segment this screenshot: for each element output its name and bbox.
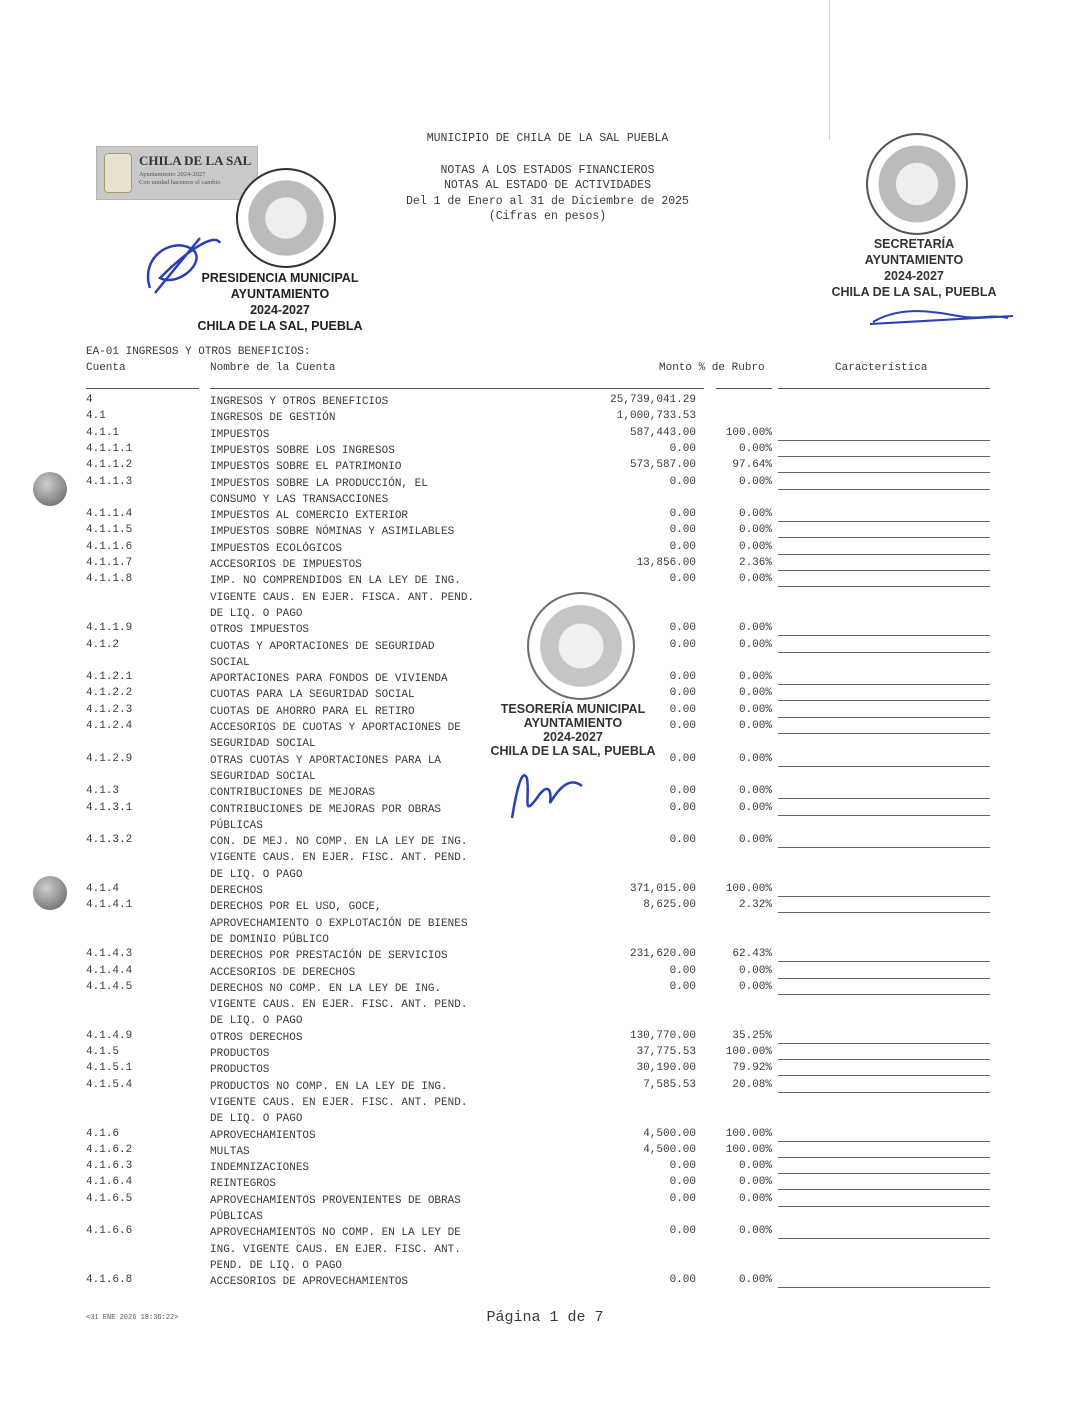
- account-code: 4.1.1.8: [86, 573, 133, 586]
- account-name: [210, 443, 395, 459]
- percent-of-rubro: 35.25%: [732, 1029, 772, 1042]
- account-name: [210, 1176, 276, 1192]
- account-name-line: OTROS DERECHOS: [210, 1031, 303, 1044]
- characteristic-blank-line: [778, 635, 990, 636]
- characteristic-blank-line: [778, 1059, 990, 1060]
- account-name: [210, 1046, 269, 1062]
- account-name: [210, 622, 309, 638]
- amount: 4,500.00: [643, 1143, 696, 1156]
- account-name: [210, 802, 441, 835]
- account-code: 4.1: [86, 410, 106, 423]
- col-header-monto: Monto % de Rubro: [659, 362, 765, 374]
- percent-of-rubro: 0.00%: [738, 801, 772, 814]
- account-name-line: IMPUESTOS SOBRE LOS INGRESOS: [210, 444, 395, 457]
- national-seal-icon: [527, 592, 635, 700]
- account-name: [210, 981, 467, 1030]
- percent-of-rubro: 0.00%: [738, 687, 772, 700]
- signature-icon: [868, 302, 1018, 332]
- account-name: [210, 1062, 269, 1078]
- percent-of-rubro: 100.00%: [725, 426, 772, 439]
- amount: 0.00: [669, 1160, 696, 1173]
- section-title: EA-01 INGRESOS Y OTROS BENEFICIOS:: [86, 346, 311, 358]
- amount: 0.00: [669, 1192, 696, 1205]
- amount: 0.00: [669, 703, 696, 716]
- account-code: 4.1.4.9: [86, 1029, 133, 1042]
- account-code: 4.1.2.3: [86, 703, 133, 716]
- account-name-line: ACCESORIOS DE IMPUESTOS: [210, 559, 362, 571]
- crest-icon: [104, 153, 132, 193]
- account-name-line: SEGURIDAD SOCIAL: [210, 770, 316, 783]
- amount: 0.00: [669, 964, 696, 977]
- percent-of-rubro: 20.08%: [732, 1078, 772, 1091]
- account-name-line: PRODUCTOS NO COMP. EN LA LEY DE ING.: [210, 1080, 448, 1093]
- characteristic-blank-line: [778, 1189, 990, 1190]
- account-name-line: VIGENTE CAUS. EN EJER. FISC. ANT. PEND.: [210, 999, 468, 1012]
- percent-of-rubro: 0.00%: [738, 964, 772, 977]
- percent-of-rubro: 0.00%: [738, 720, 772, 732]
- stamp-line: CHILA DE LA SAL, PUEBLA: [490, 744, 656, 758]
- account-name-line: DERECHOS POR EL USO, GOCE,: [210, 901, 382, 914]
- account-name-line: INDEMNIZACIONES: [210, 1162, 310, 1175]
- account-name-line: IMPUESTOS SOBRE EL PATRIMONIO: [210, 461, 402, 474]
- report-units: (Cifras en pesos): [488, 210, 607, 223]
- characteristic-blank-line: [778, 489, 990, 490]
- characteristic-blank-line: [778, 1043, 990, 1044]
- account-name-line: CUOTAS Y APORTACIONES DE SEGURIDAD: [210, 640, 435, 653]
- account-name: [210, 394, 388, 410]
- logo-sub-line: Ayuntamiento 2024-2027: [139, 171, 206, 178]
- account-name-line: PRODUCTOS: [210, 1048, 270, 1060]
- amount: 0.00: [669, 801, 696, 814]
- col-header-caracteristica: Característica: [835, 362, 928, 374]
- account-code: 4: [86, 394, 93, 406]
- amount: 587,443.00: [629, 426, 696, 439]
- amount: 0.00: [669, 638, 696, 651]
- account-name-line: CONTRIBUCIONES DE MEJORAS POR OBRAS: [210, 803, 442, 816]
- account-code: 4.1.6.5: [86, 1192, 133, 1205]
- account-name-line: APROVECHAMIENTOS: [210, 1129, 316, 1142]
- account-code: 4.1.4.1: [86, 899, 133, 912]
- percent-of-rubro: 0.00%: [738, 1176, 772, 1189]
- account-name: [210, 427, 269, 443]
- amount: 0.00: [669, 687, 696, 700]
- percent-of-rubro: 0.00%: [738, 622, 772, 635]
- percent-of-rubro: 0.00%: [738, 524, 772, 537]
- characteristic-blank-line: [778, 554, 990, 555]
- characteristic-blank-line: [778, 586, 990, 587]
- account-code: 4.1.6.2: [86, 1143, 133, 1156]
- amount: 37,775.53: [636, 1046, 696, 1058]
- percent-of-rubro: 0.00%: [738, 703, 772, 716]
- account-name: [210, 720, 461, 753]
- col-header-nombre: Nombre de la Cuenta: [210, 362, 336, 374]
- account-code: 4.1.4.4: [86, 964, 133, 977]
- account-code: 4.1.6.6: [86, 1225, 133, 1238]
- characteristic-blank-line: [778, 978, 990, 979]
- account-name-line: PRODUCTOS: [210, 1064, 270, 1077]
- amount: 1,000,733.53: [616, 410, 696, 423]
- account-name: [210, 1079, 467, 1128]
- characteristic-blank-line: [778, 1238, 990, 1239]
- account-code: 4.1.3.1: [86, 801, 133, 814]
- account-name-line: APORTACIONES PARA FONDOS DE VIVIENDA: [210, 673, 448, 686]
- characteristic-blank-line: [778, 521, 990, 522]
- account-code: 4.1.4.5: [86, 980, 133, 993]
- account-name-line: IMPUESTOS: [210, 428, 270, 441]
- account-code: 4.1.1.2: [86, 459, 133, 472]
- account-code: 4.1.6.8: [86, 1274, 133, 1287]
- percent-of-rubro: 0.00%: [738, 508, 772, 521]
- characteristic-blank-line: [778, 896, 990, 897]
- amount: 371,015.00: [629, 883, 696, 895]
- account-code: 4.1.1.6: [86, 540, 133, 553]
- stamp-line: 2024-2027: [543, 730, 603, 744]
- account-code: 4.1.2: [86, 638, 120, 651]
- account-code: 4.1.4.3: [86, 948, 133, 961]
- percent-of-rubro: 2.36%: [738, 557, 772, 569]
- municipality-title: MUNICIPIO DE CHILA DE LA SAL PUEBLA: [426, 132, 669, 145]
- account-name-line: IMP. NO COMPRENDIDOS EN LA LEY DE ING.: [210, 575, 461, 588]
- account-name: [210, 1225, 461, 1274]
- report-subtitle: NOTAS AL ESTADO DE ACTIVIDADES: [443, 179, 652, 192]
- characteristic-blank-line: [778, 570, 990, 571]
- account-code: 4.1.6.3: [86, 1160, 133, 1173]
- municipality-logo: [96, 146, 258, 200]
- percent-of-rubro: 0.00%: [738, 834, 772, 847]
- account-code: 4.1.1.5: [86, 524, 133, 537]
- account-code: 4.1.3.2: [86, 834, 133, 847]
- account-name: [210, 524, 454, 540]
- percent-of-rubro: 0.00%: [738, 980, 772, 993]
- report-period: Del 1 de Enero al 31 de Diciembre de 2025: [406, 195, 689, 208]
- account-name: [210, 1144, 250, 1160]
- account-name-line: DE DOMINIO PÚBLICO: [210, 933, 329, 946]
- characteristic-blank-line: [778, 766, 990, 767]
- percent-of-rubro: 0.00%: [738, 638, 772, 651]
- account-name: [210, 899, 467, 948]
- characteristic-blank-line: [778, 1141, 990, 1142]
- signature-icon: [492, 758, 592, 828]
- characteristic-blank-line: [778, 994, 990, 995]
- stamp-secretaria: [828, 236, 1000, 300]
- print-timestamp: <31 ENE 2026 18:36:22>: [86, 1314, 179, 1322]
- account-name: [210, 459, 401, 475]
- account-code: 4.1.5.4: [86, 1078, 133, 1091]
- account-name: [210, 1160, 309, 1176]
- account-name-line: REINTEGROS: [210, 1178, 277, 1191]
- punch-hole: [33, 876, 67, 910]
- account-name-line: DE LIQ. O PAGO: [210, 607, 303, 620]
- account-name-line: INGRESOS Y OTROS BENEFICIOS: [210, 396, 389, 408]
- stamp-tesoreria: [488, 702, 658, 758]
- account-code: 4.1.1.3: [86, 475, 133, 488]
- account-code: 4.1.1.1: [86, 442, 133, 455]
- characteristic-blank-line: [778, 440, 990, 441]
- account-name: [210, 1274, 408, 1290]
- percent-of-rubro: 100.00%: [725, 883, 772, 895]
- account-name-line: VIGENTE CAUS. EN EJER. FISCA. ANT. PEND.: [210, 591, 475, 604]
- account-name-line: APROVECHAMIENTOS PROVENIENTES DE OBRAS: [210, 1194, 461, 1207]
- amount: 0.00: [669, 622, 696, 635]
- amount: 0.00: [669, 752, 696, 765]
- account-name-line: PEND. DE LIQ. O PAGO: [210, 1259, 343, 1272]
- account-name: [210, 753, 441, 786]
- percent-of-rubro: 0.00%: [738, 1225, 772, 1238]
- account-code: 4.1.5: [86, 1046, 120, 1058]
- account-name-line: ACCESORIOS DE DERECHOS: [210, 966, 356, 979]
- amount: 30,190.00: [636, 1062, 696, 1075]
- amount: 0.00: [669, 1274, 696, 1287]
- national-seal-icon: [236, 168, 336, 268]
- account-name-line: SEGURIDAD SOCIAL: [210, 738, 316, 751]
- page-number: Página 1 de 7: [486, 1309, 604, 1326]
- account-name-line: OTROS IMPUESTOS: [210, 624, 310, 637]
- amount: 0.00: [669, 1176, 696, 1189]
- account-name: [210, 687, 415, 703]
- account-code: 4.1.4: [86, 883, 120, 895]
- account-name-line: CON. DE MEJ. NO COMP. EN LA LEY DE ING.: [210, 836, 468, 849]
- account-name-line: DERECHOS NO COMP. EN LA LEY DE ING.: [210, 982, 442, 995]
- amount: 231,620.00: [629, 948, 696, 961]
- amount: 0.00: [669, 573, 696, 586]
- header-rule: [210, 388, 704, 389]
- characteristic-blank-line: [778, 537, 990, 538]
- amount: 0.00: [669, 524, 696, 537]
- account-name-line: PÚBLICAS: [210, 1210, 263, 1223]
- account-code: 4.1.2.9: [86, 752, 133, 765]
- account-name: [210, 557, 362, 573]
- percent-of-rubro: 79.92%: [732, 1062, 772, 1075]
- characteristic-blank-line: [778, 1075, 990, 1076]
- col-header-cuenta: Cuenta: [86, 362, 126, 374]
- account-code: 4.1.1.4: [86, 508, 133, 521]
- stamp-line: AYUNTAMIENTO: [523, 716, 623, 730]
- header-rule: [778, 388, 990, 389]
- account-name-line: IMPUESTOS SOBRE NÓMINAS Y ASIMILABLES: [210, 526, 455, 539]
- account-name-line: PÚBLICAS: [210, 819, 263, 832]
- account-name-line: DERECHOS POR PRESTACIÓN DE SERVICIOS: [210, 950, 448, 963]
- percent-of-rubro: 62.43%: [732, 948, 772, 961]
- account-name: [210, 476, 428, 509]
- logo-name: CHILA DE LA SAL: [139, 153, 252, 168]
- amount: 130,770.00: [629, 1029, 696, 1042]
- account-name: [210, 671, 448, 687]
- account-name: [210, 704, 415, 720]
- percent-of-rubro: 0.00%: [738, 442, 772, 455]
- account-name-line: OTRAS CUOTAS Y APORTACIONES PARA LA: [210, 754, 442, 767]
- percent-of-rubro: 100.00%: [725, 1143, 772, 1156]
- account-name: [210, 883, 263, 899]
- percent-of-rubro: 0.00%: [738, 671, 772, 684]
- amount: 0.00: [669, 475, 696, 488]
- amount: 25,739,041.29: [610, 394, 696, 406]
- header-rule: [86, 388, 199, 389]
- amount: 0.00: [669, 980, 696, 993]
- characteristic-blank-line: [778, 847, 990, 848]
- stamp-line: PRESIDENCIA MUNICIPAL: [201, 271, 359, 285]
- account-name-line: ACCESORIOS DE APROVECHAMIENTOS: [210, 1276, 409, 1289]
- percent-of-rubro: 0.00%: [738, 475, 772, 488]
- amount: 573,587.00: [629, 459, 696, 472]
- report-title: NOTAS A LOS ESTADOS FINANCIEROS: [440, 164, 655, 177]
- account-name-line: VIGENTE CAUS. EN EJER. FISC. ANT. PEND.: [210, 852, 468, 865]
- account-name: [210, 1128, 316, 1144]
- national-seal-icon: [866, 133, 968, 235]
- amount: 0.00: [669, 671, 696, 684]
- percent-of-rubro: 100.00%: [725, 1046, 772, 1058]
- header-rule: [716, 388, 772, 389]
- percent-of-rubro: 0.00%: [738, 1274, 772, 1287]
- stamp-line: AYUNTAMIENTO: [230, 287, 330, 301]
- percent-of-rubro: 0.00%: [738, 752, 772, 765]
- account-code: 4.1.5.1: [86, 1062, 133, 1075]
- account-code: 4.1.6.4: [86, 1176, 133, 1189]
- account-code: 4.1.6: [86, 1127, 120, 1140]
- amount: 0.00: [669, 540, 696, 553]
- characteristic-blank-line: [778, 652, 990, 653]
- account-name-line: MULTAS: [210, 1145, 250, 1158]
- stamp-line: TESORERÍA MUNICIPAL: [500, 702, 646, 716]
- amount: 0.00: [669, 1225, 696, 1238]
- account-code: 4.1.2.4: [86, 720, 133, 732]
- account-code: 4.1.2.1: [86, 671, 133, 684]
- account-code: 4.1.1: [86, 426, 120, 439]
- characteristic-blank-line: [778, 815, 990, 816]
- percent-of-rubro: 0.00%: [738, 573, 772, 586]
- stamp-line: CHILA DE LA SAL, PUEBLA: [197, 319, 363, 333]
- amount: 0.00: [669, 834, 696, 847]
- stamp-line: SECRETARÍA: [873, 237, 955, 251]
- characteristic-blank-line: [778, 912, 990, 913]
- characteristic-blank-line: [778, 1157, 990, 1158]
- account-name: [210, 1030, 302, 1046]
- account-name: [210, 573, 474, 622]
- account-name: [210, 639, 434, 672]
- account-name: [210, 965, 355, 981]
- account-name-line: IMPUESTOS SOBRE LA PRODUCCIÓN, EL: [210, 477, 428, 490]
- scan-edge-line: [829, 0, 830, 140]
- account-name-line: IMPUESTOS ECOLÓGICOS: [210, 542, 343, 555]
- characteristic-blank-line: [778, 961, 990, 962]
- amount: 7,585.53: [643, 1078, 696, 1091]
- characteristic-blank-line: [778, 1092, 990, 1093]
- account-name-line: APROVECHAMIENTO O EXPLOTACIÓN DE BIENES: [210, 917, 468, 930]
- amount: 0.00: [669, 442, 696, 455]
- account-name: [210, 410, 335, 426]
- account-name-line: ACCESORIOS DE CUOTAS Y APORTACIONES DE: [210, 722, 461, 734]
- stamp-line: 2024-2027: [250, 303, 310, 317]
- characteristic-blank-line: [778, 798, 990, 799]
- account-name-line: DE LIQ. O PAGO: [210, 1015, 303, 1028]
- amount: 0.00: [669, 508, 696, 521]
- account-name-line: APROVECHAMIENTOS NO COMP. EN LA LEY DE: [210, 1227, 461, 1240]
- stamp-line: CHILA DE LA SAL, PUEBLA: [831, 285, 997, 299]
- account-name-line: CONSUMO Y LAS TRANSACCIONES: [210, 493, 389, 506]
- amount: 0.00: [669, 720, 696, 732]
- account-name-line: CUOTAS DE AHORRO PARA EL RETIRO: [210, 705, 415, 718]
- stamp-presidencia: [195, 270, 365, 334]
- percent-of-rubro: 0.00%: [738, 1160, 772, 1173]
- percent-of-rubro: 0.00%: [738, 1192, 772, 1205]
- amount: 8,625.00: [643, 899, 696, 912]
- amount: 0.00: [669, 785, 696, 798]
- characteristic-blank-line: [778, 1173, 990, 1174]
- logo-sub-line: Con unidad hacemos el cambio: [139, 179, 221, 186]
- account-name-line: SOCIAL: [210, 656, 250, 669]
- account-name-line: CUOTAS PARA LA SEGURIDAD SOCIAL: [210, 689, 415, 702]
- characteristic-blank-line: [778, 717, 990, 718]
- characteristic-blank-line: [778, 1206, 990, 1207]
- account-name-line: IMPUESTOS AL COMERCIO EXTERIOR: [210, 510, 409, 523]
- account-code: 4.1.1.7: [86, 557, 133, 569]
- percent-of-rubro: 2.32%: [738, 899, 772, 912]
- stamp-line: AYUNTAMIENTO: [864, 253, 964, 267]
- account-code: 4.1.1.9: [86, 622, 133, 635]
- account-name-line: ING. VIGENTE CAUS. EN EJER. FISC. ANT.: [210, 1243, 461, 1256]
- account-name: [210, 508, 408, 524]
- account-name-line: INGRESOS DE GESTIÓN: [210, 412, 336, 425]
- stamp-line: 2024-2027: [884, 269, 944, 283]
- account-name: [210, 541, 342, 557]
- percent-of-rubro: 97.64%: [732, 459, 772, 472]
- characteristic-blank-line: [778, 684, 990, 685]
- characteristic-blank-line: [778, 456, 990, 457]
- percent-of-rubro: 0.00%: [738, 785, 772, 798]
- account-name-line: DE LIQ. O PAGO: [210, 1113, 303, 1126]
- account-code: 4.1.3: [86, 785, 120, 798]
- characteristic-blank-line: [778, 700, 990, 701]
- account-name-line: DE LIQ. O PAGO: [210, 868, 303, 881]
- account-name: [210, 1193, 461, 1226]
- account-name-line: DERECHOS: [210, 885, 263, 897]
- account-name: [210, 948, 448, 964]
- account-name: [210, 834, 467, 883]
- account-name: [210, 785, 375, 801]
- account-name-line: VIGENTE CAUS. EN EJER. FISC. ANT. PEND.: [210, 1096, 468, 1109]
- amount: 13,856.00: [636, 557, 696, 569]
- percent-of-rubro: 0.00%: [738, 540, 772, 553]
- percent-of-rubro: 100.00%: [725, 1127, 772, 1140]
- characteristic-blank-line: [778, 472, 990, 473]
- account-name-line: CONTRIBUCIONES DE MEJORAS: [210, 787, 376, 800]
- account-code: 4.1.2.2: [86, 687, 133, 700]
- characteristic-blank-line: [778, 1287, 990, 1288]
- amount: 4,500.00: [643, 1127, 696, 1140]
- punch-hole: [33, 472, 67, 506]
- characteristic-blank-line: [778, 733, 990, 734]
- logo-tagline: [139, 171, 221, 187]
